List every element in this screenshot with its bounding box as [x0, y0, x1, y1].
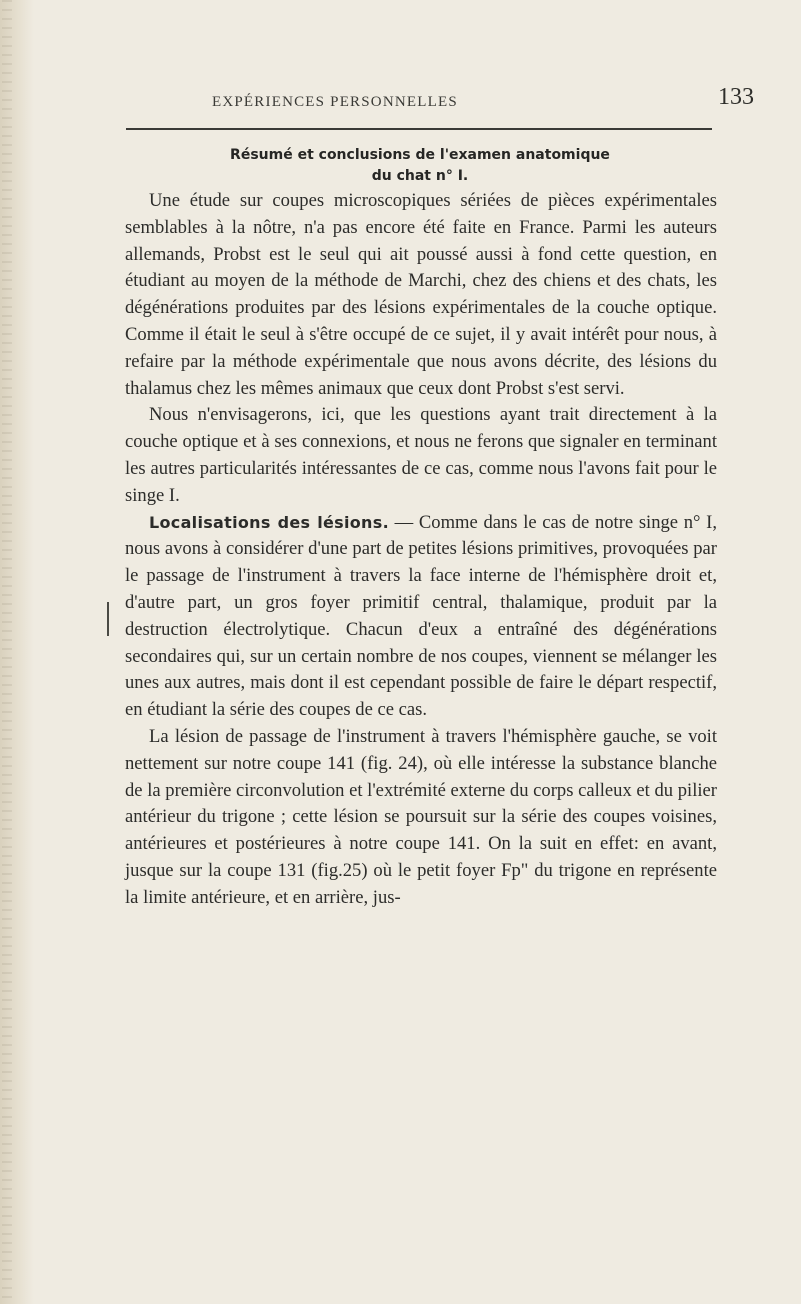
paragraph-3	[125, 510, 717, 724]
header-rule	[126, 128, 712, 130]
section-heading-line-1: Résumé et conclusions de l'examen anatomique	[230, 147, 610, 163]
paragraph-3-text: — Comme dans le cas de notre singe n° I, nous avons à considérer d'une part de petites lésions primitives, provoquées par le passage de l'instrument à travers la face interne de l'hémisphère droit et, d'autre part, un gros foyer primitif central, thalamique, produit par la destruction électrolytique. Chacun d'eux a entraîné des dégénérations secondaires qui, sur un certain nombre de nos coupes, viennent se mélanger les unes aux autres, mais dont il est cependant possible de faire le départ respectif, en étudiant la série des coupes de ce cas.	[125, 511, 717, 721]
paragraph-2-text: Nous n'envisagerons, ici, que les questions ayant trait directement à la couche optique et à ses connexions, et nous ne ferons que signaler en terminant les autres particularités intéressantes de ce cas, comme nous l'avons fait pour le singe I.	[125, 404, 717, 506]
paragraph-2	[125, 402, 717, 509]
section-heading	[120, 145, 720, 187]
body-text	[125, 188, 717, 912]
margin-mark	[107, 602, 109, 636]
paragraph-1-text: Une étude sur coupes microscopiques sériées de pièces expérimentales semblables à la nôtre, n'a pas encore été faite en France. Parmi les auteurs allemands, Probst est le seul qui ait poussé aussi à fond cette question, en étudiant au moyen de la méthode de Marchi, chez des chiens et des chats, les dégénérations produites par des lésions expérimentales de la couche optique. Comme il était le seul à s'être occupé de ce sujet, il y avait intérêt pour nous, à refaire par la méthode expérimentale que nous avons décrite, des lésions du thalamus chez les mêmes animaux que ceux dont Probst s'est servi.	[125, 190, 717, 399]
section-heading-line-2: du chat n° I.	[371, 168, 469, 184]
binding-stitch-marks	[2, 0, 12, 1304]
paragraph-1	[125, 188, 717, 402]
running-title: EXPÉRIENCES PERSONNELLES	[212, 94, 458, 110]
paragraph-4	[125, 724, 717, 912]
page-number: 133	[718, 84, 754, 110]
running-head	[0, 84, 801, 114]
paragraph-3-run-in-heading: Localisations des lésions.	[149, 512, 389, 532]
paragraph-4-text: La lésion de passage de l'instrument à travers l'hémisphère gauche, se voit nettement sur notre coupe 141 (fig. 24), où elle intéresse la substance blanche de la première circonvolution et l'extrémité externe du corps calleux et du pilier antérieur du trigone ; cette lésion se poursuit sur la série des coupes voisines, antérieures et postérieures à notre coupe 141. On la suit en effet: en avant, jusque sur la coupe 131 (fig.25) où le petit foyer Fp" du trigone en représente la limite antérieure, et en arrière, jus-	[125, 725, 717, 908]
